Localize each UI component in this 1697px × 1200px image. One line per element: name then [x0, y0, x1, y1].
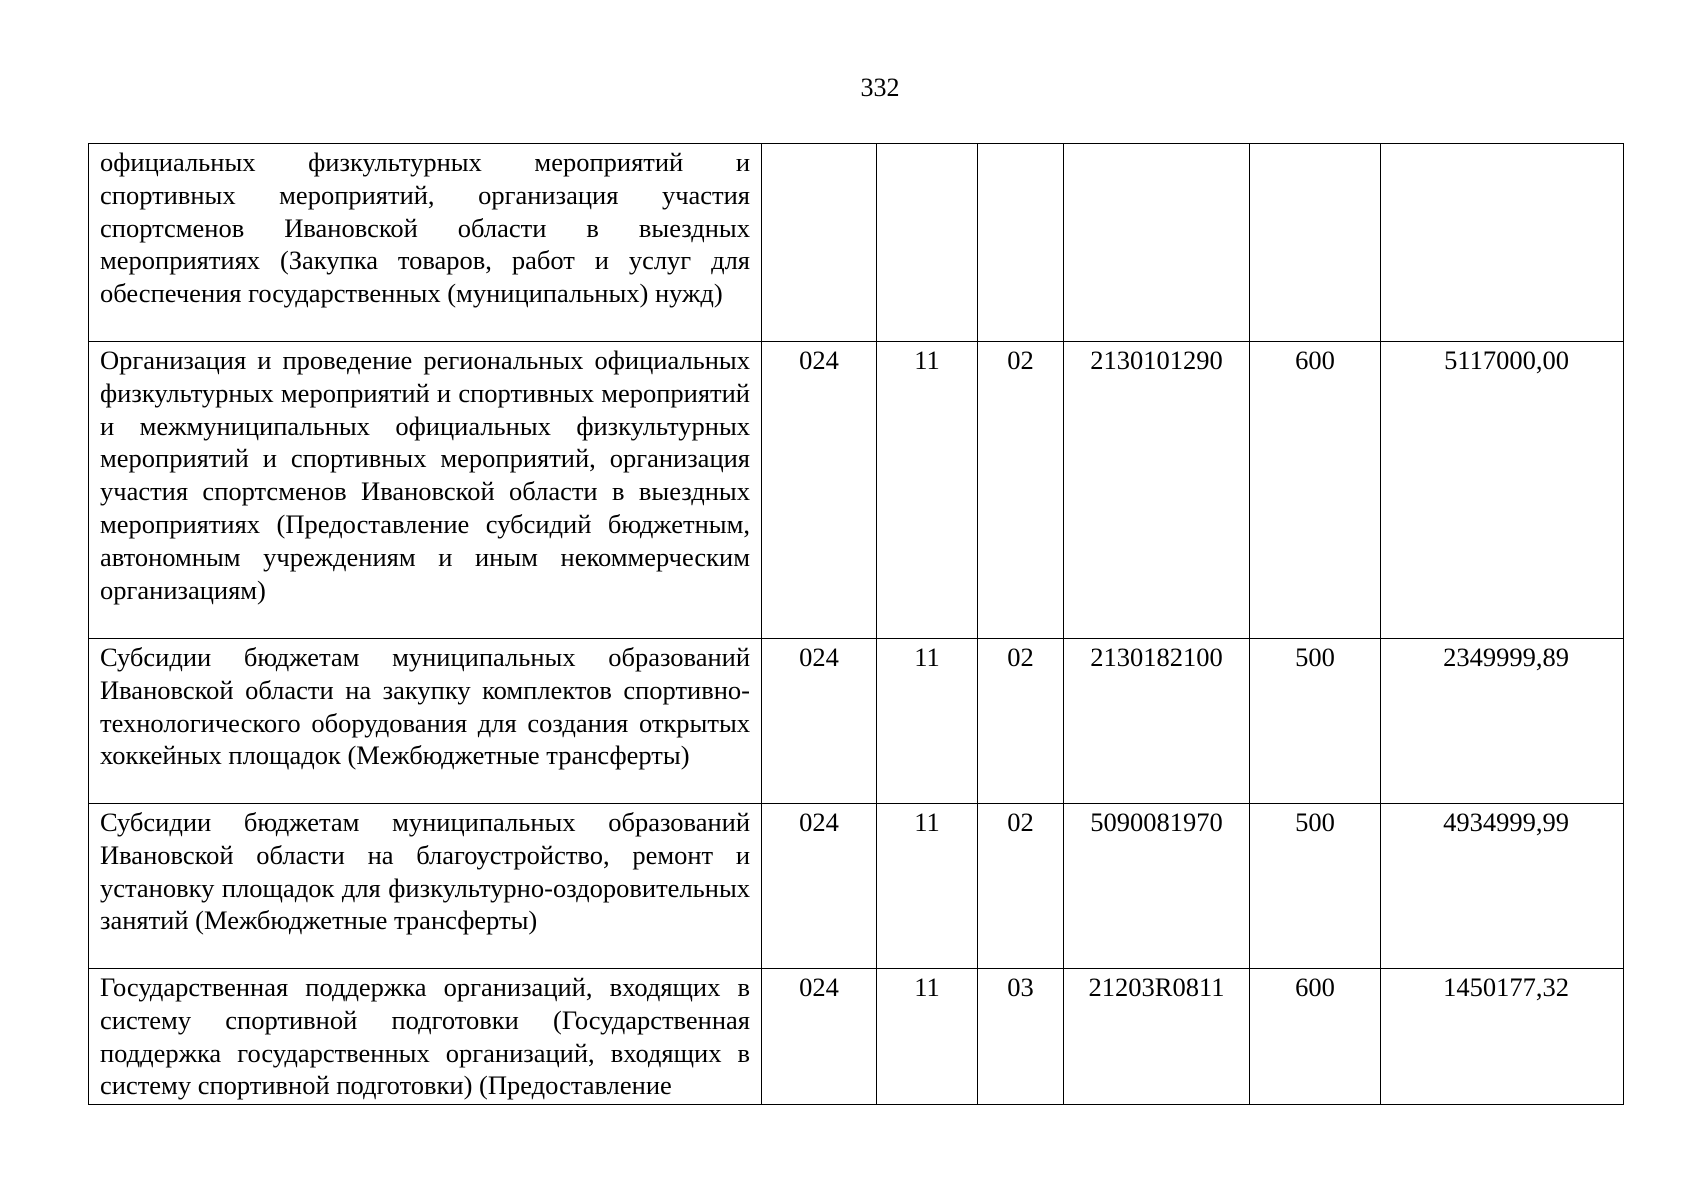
row-description: Субсидии бюджетам муниципальных образований Ивановской области на закупку комплектов спортивно-технологического оборудования для создания открытых хоккейных площадок (Межбюджетные трансферты) — [89, 639, 762, 804]
subsection-code: 02 — [978, 342, 1064, 639]
amount-value: 2349999,89 — [1381, 639, 1624, 804]
amount-value: 1450177,32 — [1381, 969, 1624, 1105]
row-description: Государственная поддержка организаций, входящих в систему спортивной подготовки (Государственная поддержка государственных организаций, входящих в систему спортивной подготовки) (Предоставление — [89, 969, 762, 1105]
target-article-code: 2130182100 — [1064, 639, 1250, 804]
ministry-code: 024 — [762, 969, 877, 1105]
ministry-code: 024 — [762, 639, 877, 804]
target-article-code — [1064, 144, 1250, 342]
section-code: 11 — [877, 342, 978, 639]
section-code: 11 — [877, 804, 978, 969]
expense-type-code: 500 — [1250, 804, 1381, 969]
table-row — [89, 144, 1624, 342]
expense-type-code — [1250, 144, 1381, 342]
section-code: 11 — [877, 639, 978, 804]
expense-type-code: 600 — [1250, 969, 1381, 1105]
table-row — [89, 639, 1624, 804]
amount-value: 5117000,00 — [1381, 342, 1624, 639]
amount-value: 4934999,99 — [1381, 804, 1624, 969]
amount-value — [1381, 144, 1624, 342]
row-description: официальных физкультурных мероприятий и спортивных мероприятий, организация участия спортсменов Ивановской области в выездных мероприятиях (Закупка товаров, работ и услуг для обеспечения государственных (муниципальных) нужд) — [89, 144, 762, 342]
subsection-code — [978, 144, 1064, 342]
ministry-code — [762, 144, 877, 342]
table-row — [89, 969, 1624, 1105]
row-description: Организация и проведение региональных официальных физкультурных мероприятий и спортивных мероприятий и межмуниципальных официальных физкультурных мероприятий и спортивных мероприятий, организация участия спортсменов Ивановской области в выездных мероприятиях (Предоставление субсидий бюджетным, автономным учреждениям и иным некоммерческим организациям) — [89, 342, 762, 639]
budget-table — [88, 143, 1624, 1105]
ministry-code: 024 — [762, 804, 877, 969]
target-article-code: 21203R0811 — [1064, 969, 1250, 1105]
target-article-code: 2130101290 — [1064, 342, 1250, 639]
row-description: Субсидии бюджетам муниципальных образований Ивановской области на благоустройство, ремонт и установку площадок для физкультурно-оздоровительных занятий (Межбюджетные трансферты) — [89, 804, 762, 969]
ministry-code: 024 — [762, 342, 877, 639]
subsection-code: 02 — [978, 639, 1064, 804]
subsection-code: 02 — [978, 804, 1064, 969]
section-code — [877, 144, 978, 342]
page-number: 332 — [860, 73, 900, 102]
subsection-code: 03 — [978, 969, 1064, 1105]
table-row — [89, 342, 1624, 639]
section-code: 11 — [877, 969, 978, 1105]
expense-type-code: 600 — [1250, 342, 1381, 639]
expense-type-code: 500 — [1250, 639, 1381, 804]
target-article-code: 5090081970 — [1064, 804, 1250, 969]
table-row — [89, 804, 1624, 969]
